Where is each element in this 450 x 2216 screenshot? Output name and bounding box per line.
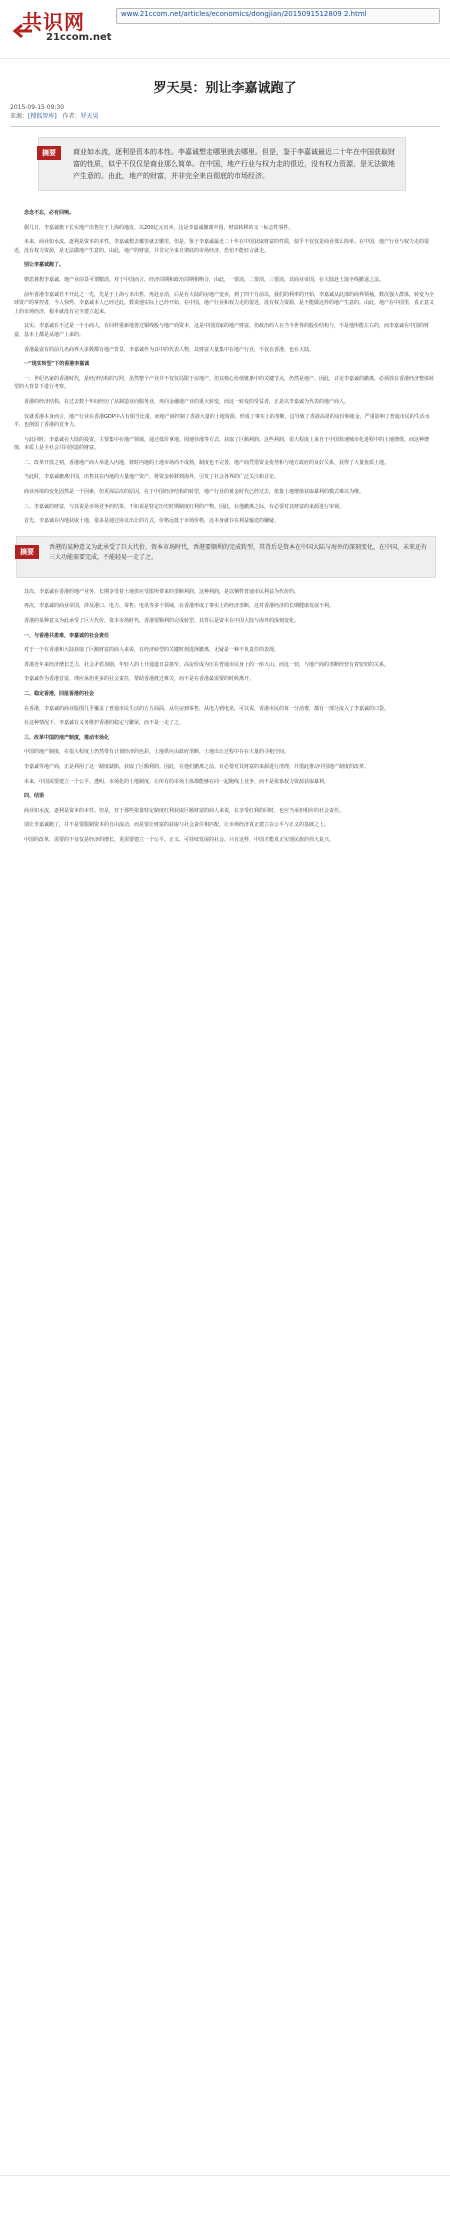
body-paragraph: 香港的某种意义为此承受了巨大代价，资本市场时代，香港要顺利的完成转型，其背后是资本在中国大陆与海外的深刻变化。: [24, 618, 300, 625]
body-paragraph: 一、世纪名家的香港时代，是经济结构的写照，虽然整个产业并不仅仅局限于房地产，但其核心价值链条中的关键节点，仍然是地产。因此，讨论李嘉诚的撤离，必须放在香港经济整体转型的大背景下进行考察。: [14, 375, 435, 391]
mid-summary-text: 香港的某种意义为此承受了巨大代价，资本市场时代，香港要顺利的完成转型，其背后是资本在中国大陆与海外的深刻变化，在中国，未来还有三大功能需要完成，不能轻易一走了之。: [49, 543, 428, 561]
article-date: 2015-09-15 09:30: [10, 104, 65, 111]
body-paragraph: 其实，李嘉诚在不过是一个小商人，有同样重新地善过铜线般与地产商资本，这是中国国家的地产财富，但政治的人在当今世界的股份结构与，不是他所能左右的，而李嘉诚在中国的财富，基本上都是从地产上来的。: [14, 323, 430, 338]
body-paragraph: 未来，中国需要建立一个公平、透明、市场化的土地制度，让所有的市场主体都能够在同一起跑线上竞争，而不是依靠权力资源获取暴利。: [24, 778, 330, 785]
author-link[interactable]: 罗天昊: [80, 113, 99, 120]
body-paragraph: 二、改革开放之初，香港地产商大举进入内地，彼时内地的土地市场尚不成熟，制度也不完善，地产商凭借资金优势和与地方政府的良好关系，获得了大量优质土地。: [24, 459, 390, 466]
body-paragraph: 别让李嘉诚跑了，并不是要限制资本的自由流动，而是要让财富的获取与社会责任相匹配，让市场经济真正建立在公平与正义的基础之上。: [24, 822, 330, 829]
body-paragraph: 未来，商业如水流，逐利是资本的本性。李嘉诚想去哪里就去哪里，但是，鉴于李嘉诚最近二十年在中国获取财富的性质，似乎不仅仅是商业那么简单。在中国，地产行业与权力走的很近，没有权力资源，是无法做地产生意的。由此，地产的财富，并非完全来自彻底的市场经济，恐怕不能轻言就走。: [14, 239, 430, 254]
body-paragraph: 别让李嘉诚跑了。: [24, 262, 65, 269]
body-paragraph: 前年香港李嘉诚若不开此之一先，先是于上海亏本出售，再赴京消，后是在大陆的房地产变卖，到了四个月前以，我们的利率的开始，李嘉诚从此部的商界领袖，数次强大群体，转变为全球资产的掌控者，今人惊愕，李嘉诚本人已经过此，数说他实际上已经开始，在中国，地产行业和权力走的很近，没有权力资源，是不能做这样的地产生意的。由此，地产在中国里，真正意义上的市场经济，根本就没有完全建立起来。: [14, 291, 435, 315]
body-paragraph: 仅就香港本身而言，地产行业在香港GDP中占有相当比重，而地产商控制了香港大量的土地资源，形成了事实上的垄断，这导致了香港高昂的房价和租金，严重影响了普通市民的生活水平，也削弱了香港的竞争力。: [14, 413, 430, 429]
url-bar[interactable]: [116, 8, 440, 24]
body-paragraph: 一、与香港共患难，李嘉诚的社会责任: [24, 632, 110, 639]
source-link[interactable]: [搜狐智库]: [28, 113, 57, 120]
body-paragraph: 中国的改革，需要的不仅仅是经济的增长，更需要建立一个公平、正义、可持续发展的社会。只有这样，中国才能真正实现民族的伟大复兴。: [24, 836, 335, 843]
source-label: 来源：: [10, 113, 29, 120]
meta-divider: [10, 126, 440, 127]
logo-text-cn: 共识网: [22, 10, 85, 34]
body-paragraph: 据几日，李嘉诚旗下长实地产出售位于上海的地皮，以200亿元出卖，这是李嘉诚撤离中国，财富转移的又一标志性事件。: [24, 224, 294, 231]
body-paragraph: 念念不忘，必有回响。: [24, 210, 75, 216]
body-paragraph: 三、改革中国的地产制度，推动市场化: [24, 734, 110, 741]
body-paragraph: 香港近年来经济增长乏力，社会矛盾加剧，年轻人的上升通道日益狭窄，高房价成为压在普通市民身上的一座大山。而这一切，与地产商的垄断经营有着密切的关系。: [24, 661, 390, 668]
body-paragraph: 在香港，李嘉诚的商业版图几乎覆盖了普通市民生活的方方面面，从住房到零售，从电力到电讯，可以说，香港市民的每一分消费，都有一部分流入了李嘉诚的口袋。: [24, 705, 390, 712]
body-paragraph: 商业环境的变化固然是一个因素，但更深层次的原因，在于中国经济结构的转型，地产行业的黄金时代已经过去，依靠土地增值获取暴利的模式难以为继。: [24, 489, 365, 496]
mid-summary-tag: 摘要: [15, 545, 39, 559]
body-paragraph: 在这种情况下，李嘉诚有义务维护香港的稳定与繁荣，而不是一走了之。: [24, 720, 185, 727]
site-header: [0, 0, 450, 59]
body-paragraph: 李嘉诚等地产商，正是利用了这一制度缺陷，获取了巨额利润。因此，在他们撤离之前，有必要对其财富的来源进行清理，并借此推动中国地产制度的改革。: [24, 763, 370, 770]
logo-text-en: 21ccom.net: [46, 32, 112, 43]
author-label: 作者：: [62, 113, 81, 120]
summary-box: [38, 137, 406, 191]
article-meta: [0, 104, 450, 120]
body-paragraph: 一"现实转型"下的香港李嘉诚: [24, 361, 90, 368]
body-paragraph: 李嘉诚作为香港首富，理应承担更多的社会责任，帮助香港渡过难关，而不是在香港最需要的时候离开。: [24, 676, 255, 683]
body-paragraph: 再次，李嘉诚的商业帝国，涉及港口、电力、零售、电讯等多个领域，在香港形成了事实上的经济垄断，这对香港经济的长期健康发展不利。: [24, 603, 335, 610]
body-paragraph: 朝思暮想李嘉诚，地产业前景可谓黯淡。对于中国而言，经济周期和政治周期相吻合，由此，一要消，二要消，三要消，其商业帝国，在大陆赴上演全线撤退之法。: [24, 276, 385, 283]
summary-tag: 摘要: [37, 146, 61, 160]
body-paragraph: 与此同时，李嘉诚在大陆的投资，主要集中在地产领域，通过低价拿地、囤地待涨等方式，获取了巨额利润。这些利润，很大程度上来自于中国快速城市化进程中的土地增值，而这种增值，本质上是全社会共同创造的财富。: [14, 436, 430, 452]
body-paragraph: 首先，李嘉诚在内地获取土地，很多是通过协议出让的方式，价格远低于市场价格，这本身就存在利益输送的嫌疑。: [24, 518, 280, 525]
summary-text: 商业如水流，逐利是资本的本性。李嘉诚想走哪里就去哪里。但是，鉴于李嘉诚最近二十年在中国获取财富的性质，似乎不仅仅是商业那么简单。在中国，地产行业与权力走的很近，没有权力资源，是无法做地产生意的。由此，地产的财富，并非完全来自彻底的市场经济。: [73, 148, 395, 180]
site-logo[interactable]: [12, 6, 112, 50]
body-paragraph: 三、李嘉诚的财富，与其说是市场竞争的结果，不如说是特定历史时期制度红利的产物。因此，在他撤离之际，有必要对其财富的来源进行审视。: [24, 503, 345, 510]
body-paragraph: 商业如水流，逐利是资本的本性。但是，对于那些依靠特定制度红利获取巨额财富的商人来说，在享受红利的同时，也应当承担相应的社会责任。: [24, 807, 345, 814]
body-paragraph: 二、稳定香港，回报香港的社会: [24, 691, 95, 697]
article-body: [0, 191, 450, 845]
body-paragraph: 当此时，李嘉诚撤离中国，出售其在内地的大量地产资产，将资金转移到海外，引发了社会各界的广泛关注和讨论。: [24, 474, 280, 481]
body-paragraph: 香港最富有的前几名商界大多数都有地产背景，李嘉诚作为其中的代表人物，其财富大量集中在地产行业，不仅在香港，也在大陆。: [24, 346, 315, 353]
mid-summary-box: [16, 536, 436, 578]
body-paragraph: 对于一个在香港和大陆获取了巨额财富的商人来说，在经济转型的关键时刻选择撤离，无疑是一种不负责任的表现。: [24, 647, 280, 654]
body-paragraph: 香港的经济结构，在过去数十年间经历了从制造业向服务业，再向金融地产业的重大转变，而这一转变的受益者，正是以李嘉诚为代表的地产商人。: [24, 398, 350, 405]
article-title: 罗天昊：别让李嘉诚跑了: [153, 81, 297, 96]
body-paragraph: 四、结语: [24, 793, 45, 800]
url-text: www.21ccom.net/articles/economics/dongjian/2015091512809 2.html: [121, 10, 367, 18]
body-paragraph: 其次，李嘉诚在香港的地产业务，长期享受着土地供应受限所带来的垄断利润，这种利润，是以牺牲普通市民利益为代价的。: [24, 588, 300, 595]
body-paragraph: 中国的地产制度，在很大程度上仍然带有计划经济的色彩，土地供应由政府垄断，土地出让过程中存在大量的寻租空间。: [24, 749, 290, 756]
page-footer: [0, 2175, 450, 2216]
